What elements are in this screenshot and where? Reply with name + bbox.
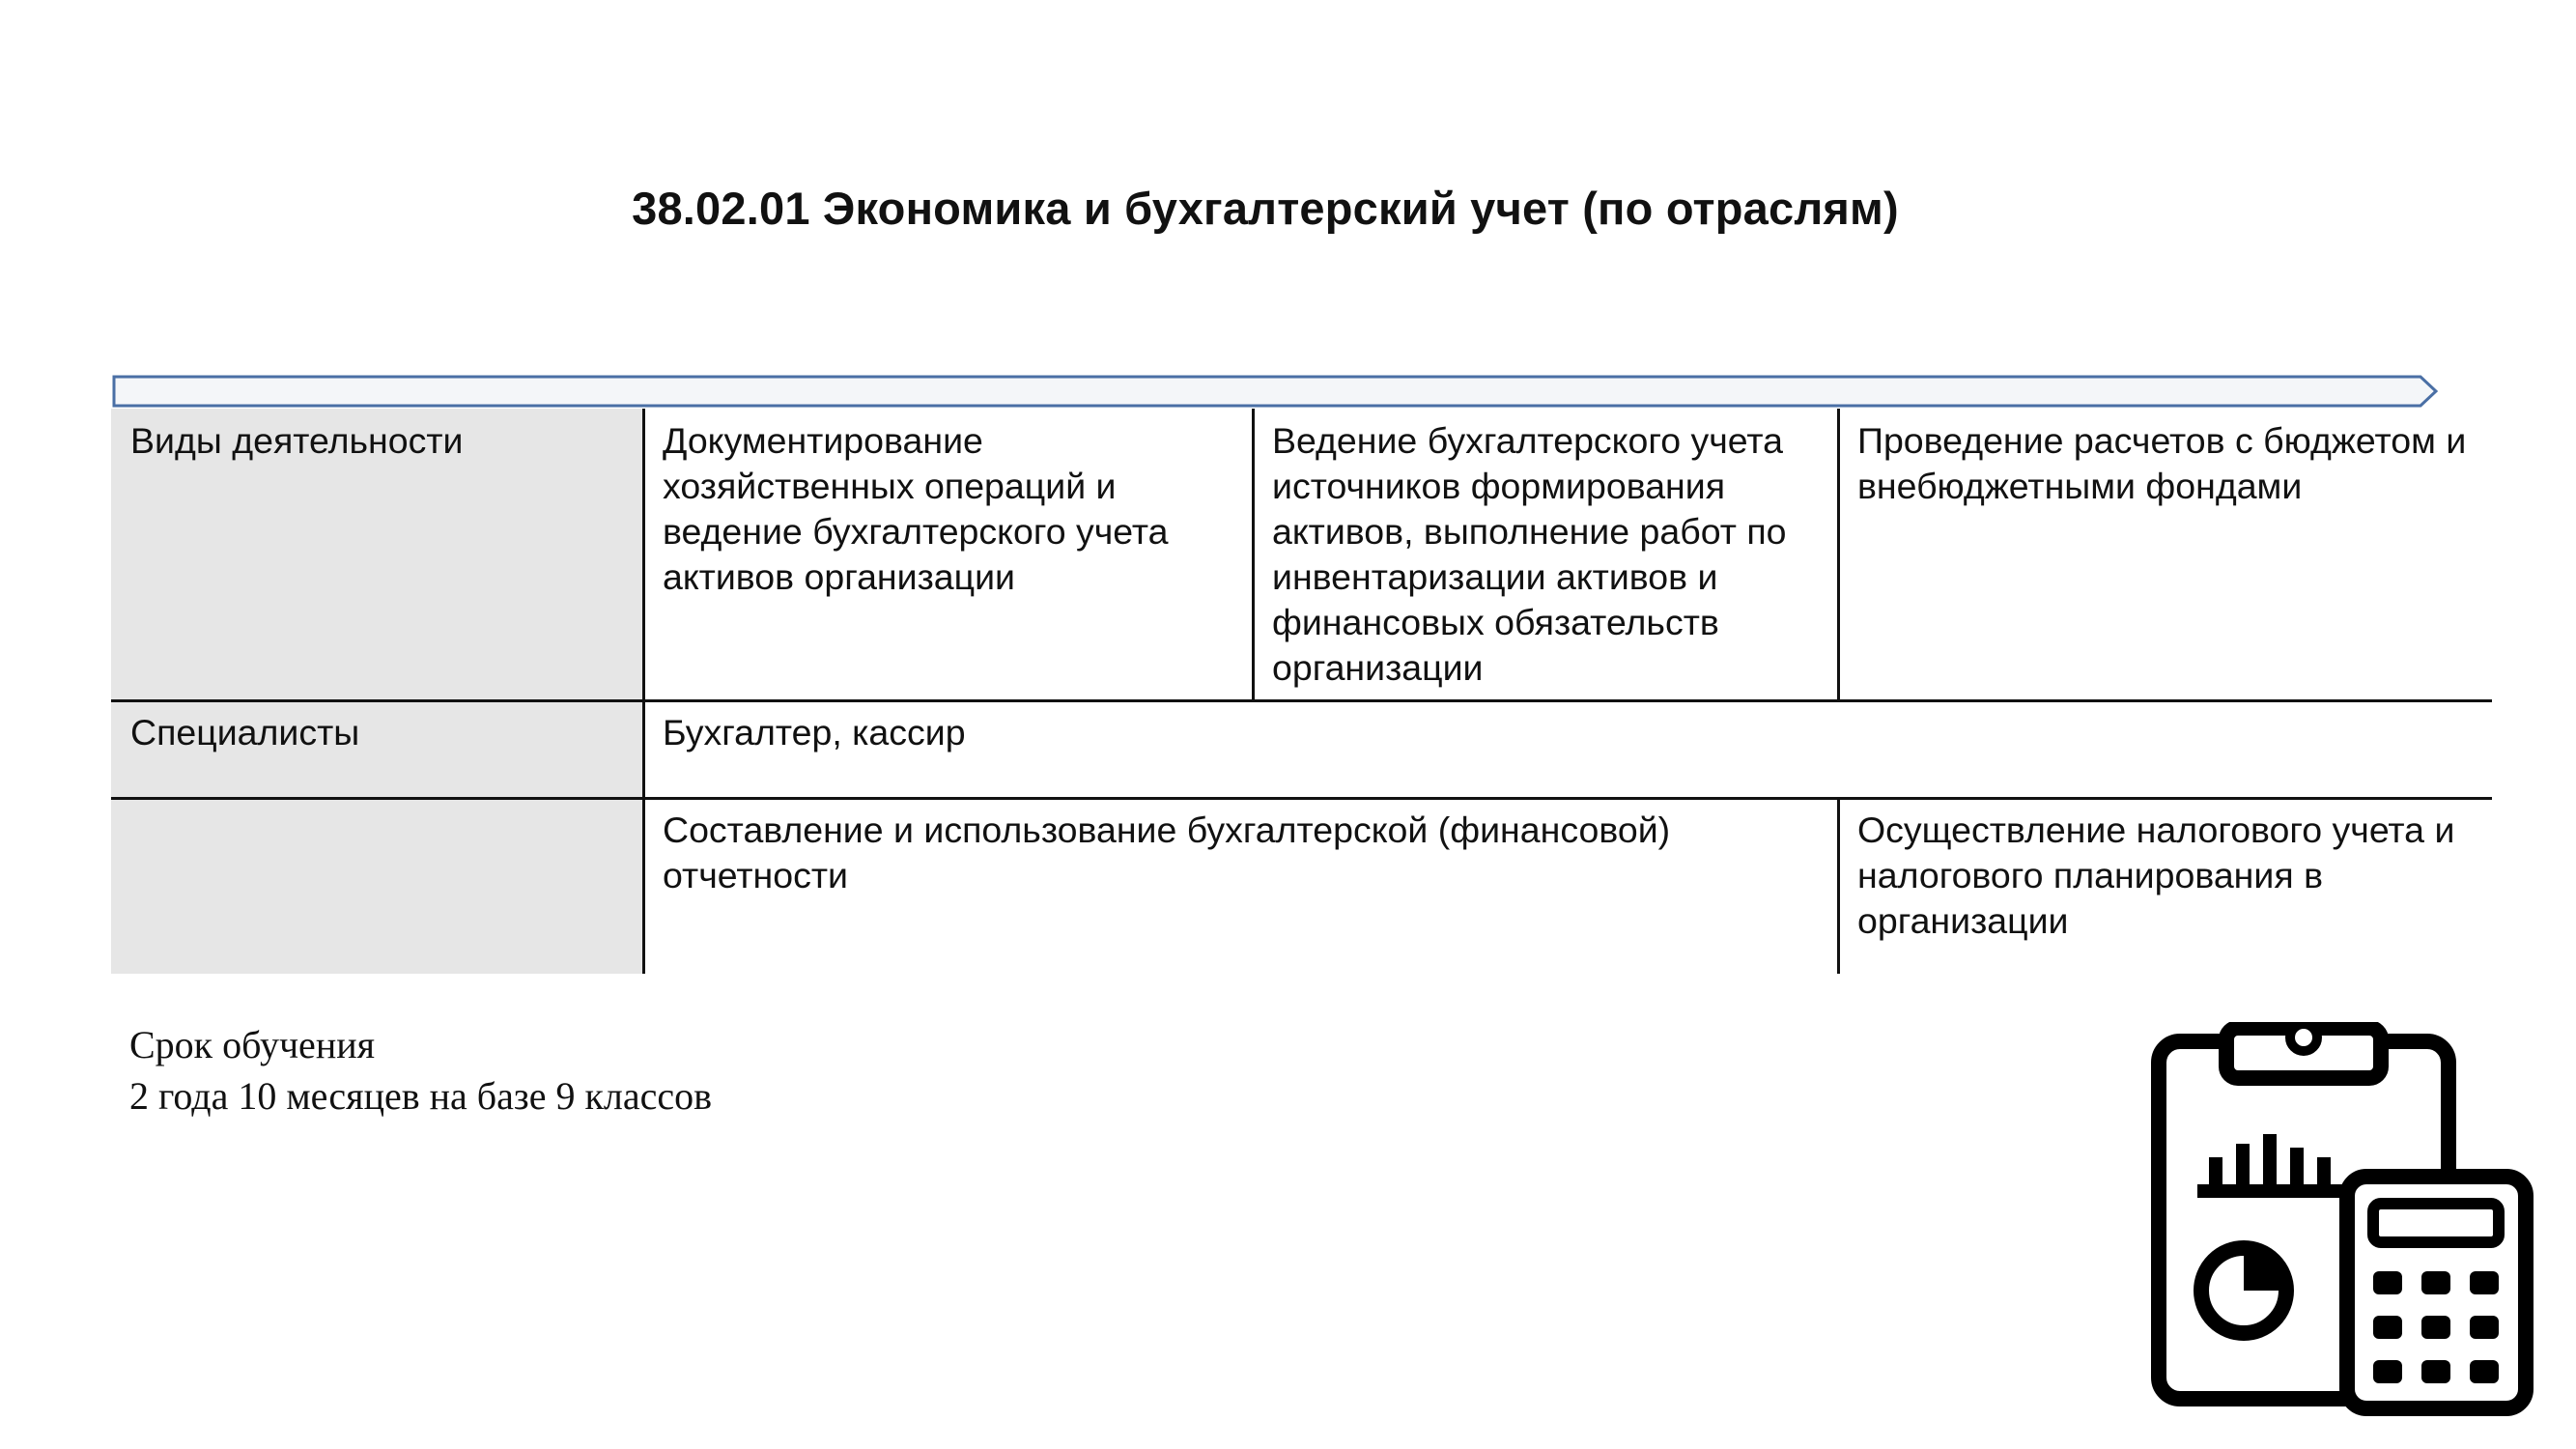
specialists-cell (643, 700, 2492, 798)
extra-label-cell (111, 798, 643, 974)
activity-text: Документирование хозяйственных операций и ведение бухгалтерского учета активов организации (663, 420, 1169, 597)
activity-cell (1253, 409, 1838, 700)
activities-table (111, 409, 2492, 974)
activity-cell (643, 409, 1253, 700)
table-divider (1252, 409, 1255, 700)
specialists-label-cell (111, 700, 643, 798)
extra-activity-cell (1838, 798, 2492, 974)
activity-cell (1838, 409, 2492, 700)
study-duration (129, 1019, 712, 1122)
table-divider (111, 797, 2492, 800)
activities-label-cell (111, 409, 643, 700)
table-divider (1837, 798, 1840, 974)
duration-value: 2 года 10 месяцев на базе 9 классов (129, 1074, 712, 1118)
page-title: 38.02.01 Экономика и бухгалтерский учет (по отраслям) (632, 183, 1899, 234)
table-divider (1837, 409, 1840, 700)
activities-label: Виды деятельности (130, 420, 464, 461)
timeline-arrow (112, 375, 2440, 408)
table-divider (642, 409, 645, 974)
clipboard-chart-calculator-icon (2149, 1022, 2535, 1418)
extra-activity-text: Составление и использование бухгалтерской (финансовой) отчетности (663, 810, 1671, 895)
extra-activity-cell (643, 798, 1838, 974)
specialists-text: Бухгалтер, кассир (663, 712, 966, 753)
extra-activity-text: Осуществление налогового учета и налогового планирования в организации (1857, 810, 2455, 941)
table-divider (111, 699, 2492, 702)
specialists-label: Специалисты (130, 712, 360, 753)
duration-label: Срок обучения (129, 1023, 376, 1066)
activity-text: Ведение бухгалтерского учета источников формирования активов, выполнение работ по инвентаризации активов и финансовых обязательств организации (1272, 420, 1787, 688)
activity-text: Проведение расчетов с бюджетом и внебюджетными фондами (1857, 420, 2467, 506)
